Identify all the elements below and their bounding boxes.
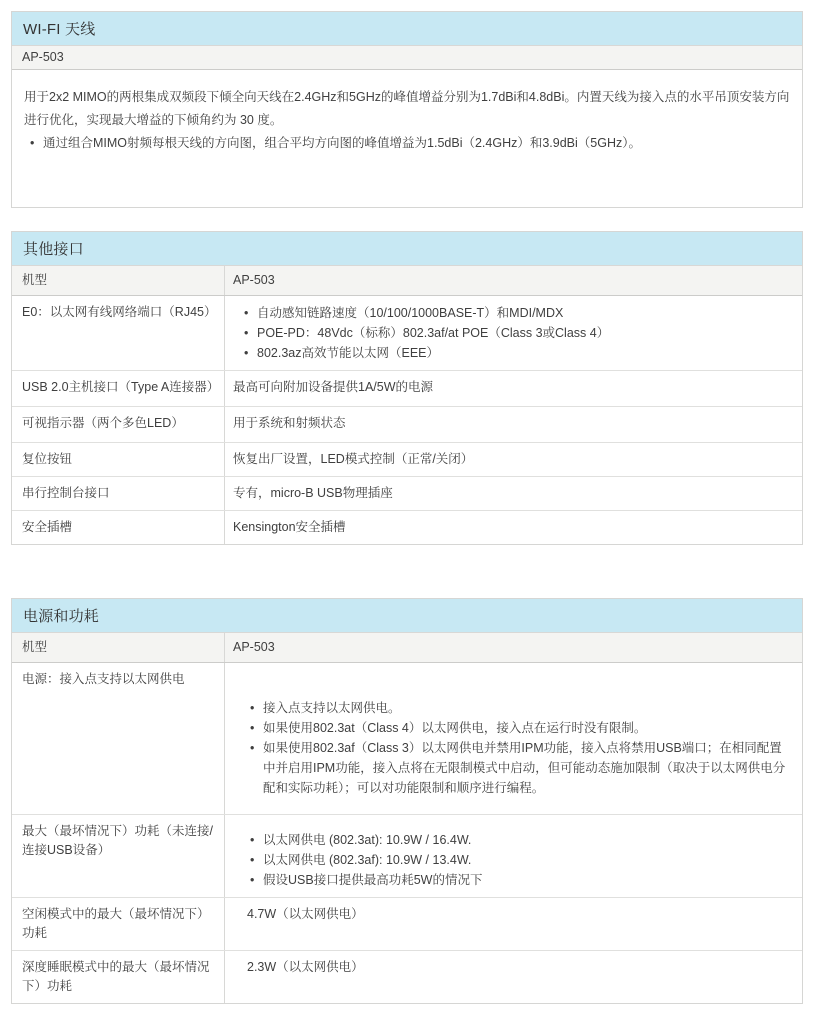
spec-value: 专有，micro-B USB物理插座: [233, 486, 393, 500]
table-header-row: [12, 266, 802, 296]
model-subheader: [12, 46, 802, 70]
spec-value: [225, 296, 802, 370]
spec-value: [225, 663, 802, 814]
spec-label: 安全插槽: [12, 511, 225, 544]
model-column-label: 机型: [12, 633, 225, 662]
table-header-row: [12, 633, 802, 663]
bullet-item: • 以太网供电 (802.3at): 10.9W / 16.4W.: [250, 830, 792, 850]
bullet-item: • 以太网供电 (802.3af): 10.9W / 13.4W.: [250, 850, 792, 870]
bullet-item: • 如果使用802.3at（Class 4）以太网供电，接入点在运行时没有限制。: [250, 718, 792, 738]
section-wifi-antenna-header: [12, 12, 802, 46]
section-power-consumption-header: [12, 599, 802, 633]
spec-label: E0：以太网有线网络端口（RJ45）: [12, 296, 225, 370]
spec-value: 最高可向附加设备提供1A/5W的电源: [233, 380, 434, 394]
spec-value: Kensington安全插槽: [233, 520, 346, 534]
spec-value: [225, 815, 802, 897]
table-row-max-consumption: [12, 815, 802, 898]
section-power-consumption: [11, 598, 803, 1004]
spec-value: 2.3W（以太网供电）: [247, 960, 364, 974]
section-title: 其他接口: [23, 241, 84, 258]
bullet-item: • 假设USB接口提供最高功耗5W的情况下: [250, 870, 792, 890]
table-row-indicators: [12, 407, 802, 443]
table-row-usb-host: [12, 371, 802, 407]
bullet-item: • 接入点支持以太网供电。: [250, 698, 792, 718]
section-title: 电源和功耗: [23, 608, 100, 625]
table-row-serial-console: [12, 477, 802, 511]
section-wifi-body: [12, 70, 802, 207]
bullet-list: [250, 830, 792, 890]
spec-label: 串行控制台接口: [12, 477, 225, 510]
table-row-e0-port: [12, 296, 802, 371]
bullet-item: • 如果使用802.3af（Class 3）以太网供电并禁用IPM功能，接入点将禁用USB端口；在相同配置中并启用IPM功能，接入点将在无限制模式中启动，但可能动态施加限制（取决于以太网供电分配和实际功耗）；可以对功能限制和顺序进行编程。: [250, 738, 792, 798]
section-other-interfaces: [11, 231, 803, 545]
spec-value: 用于系统和射频状态: [233, 416, 346, 430]
spec-value: 4.7W（以太网供电）: [247, 907, 364, 921]
spec-label: 最大（最坏情况下）功耗（未连接/连接USB设备）: [12, 815, 225, 897]
wifi-paragraph: 用于2x2 MIMO的两根集成双频段下倾全向天线在2.4GHz和5GHz的峰值增益分别为1.7dBi和4.8dBi。内置天线为接入点的水平吊顶安装方向进行优化，实现最大增益的下倾角约为 30 度。: [24, 90, 790, 127]
table-row-reset-button: [12, 443, 802, 477]
spec-label: 深度睡眠模式中的最大（最坏情况下）功耗: [12, 951, 225, 1003]
bullet-item: • POE-PD：48Vdc（标称）802.3af/at POE（Class 3或Class 4）: [244, 323, 792, 343]
spec-value: 恢复出厂设置，LED模式控制（正常/关闭）: [233, 452, 474, 466]
bullet-list: [250, 698, 792, 798]
section-wifi-antenna: [11, 11, 803, 208]
bullet-item: • 通过组合MIMO射频每根天线的方向图，组合平均方向图的峰值增益为1.5dBi（2.4GHz）和3.9dBi（5GHz）。: [30, 132, 790, 155]
section-other-interfaces-header: [12, 232, 802, 266]
spec-label: 空闲模式中的最大（最坏情况下）功耗: [12, 898, 225, 950]
model-column-value: AP-503: [233, 640, 275, 654]
table-row-security-slot: [12, 511, 802, 544]
bullet-list: [244, 303, 792, 363]
table-row-deepsleep-consumption: [12, 951, 802, 1003]
section-title: WI-FI 天线: [23, 21, 96, 38]
spec-label: 电源：接入点支持以太网供电: [12, 663, 225, 814]
bullet-item: • 802.3az高效节能以太网（EEE）: [244, 343, 792, 363]
wifi-bullet-list: [24, 132, 790, 155]
spec-label: USB 2.0主机接口（Type A连接器）: [12, 371, 225, 406]
model-column-value: AP-503: [233, 273, 275, 287]
spec-label: 复位按钮: [12, 443, 225, 476]
model-column-label: 机型: [12, 266, 225, 295]
bullet-item: • 自动感知链路速度（10/100/1000BASE-T）和MDI/MDX: [244, 303, 792, 323]
table-row-idle-consumption: [12, 898, 802, 951]
spec-label: 可视指示器（两个多色LED）: [12, 407, 225, 442]
table-row-power-source: [12, 663, 802, 815]
model-name: AP-503: [22, 50, 64, 64]
